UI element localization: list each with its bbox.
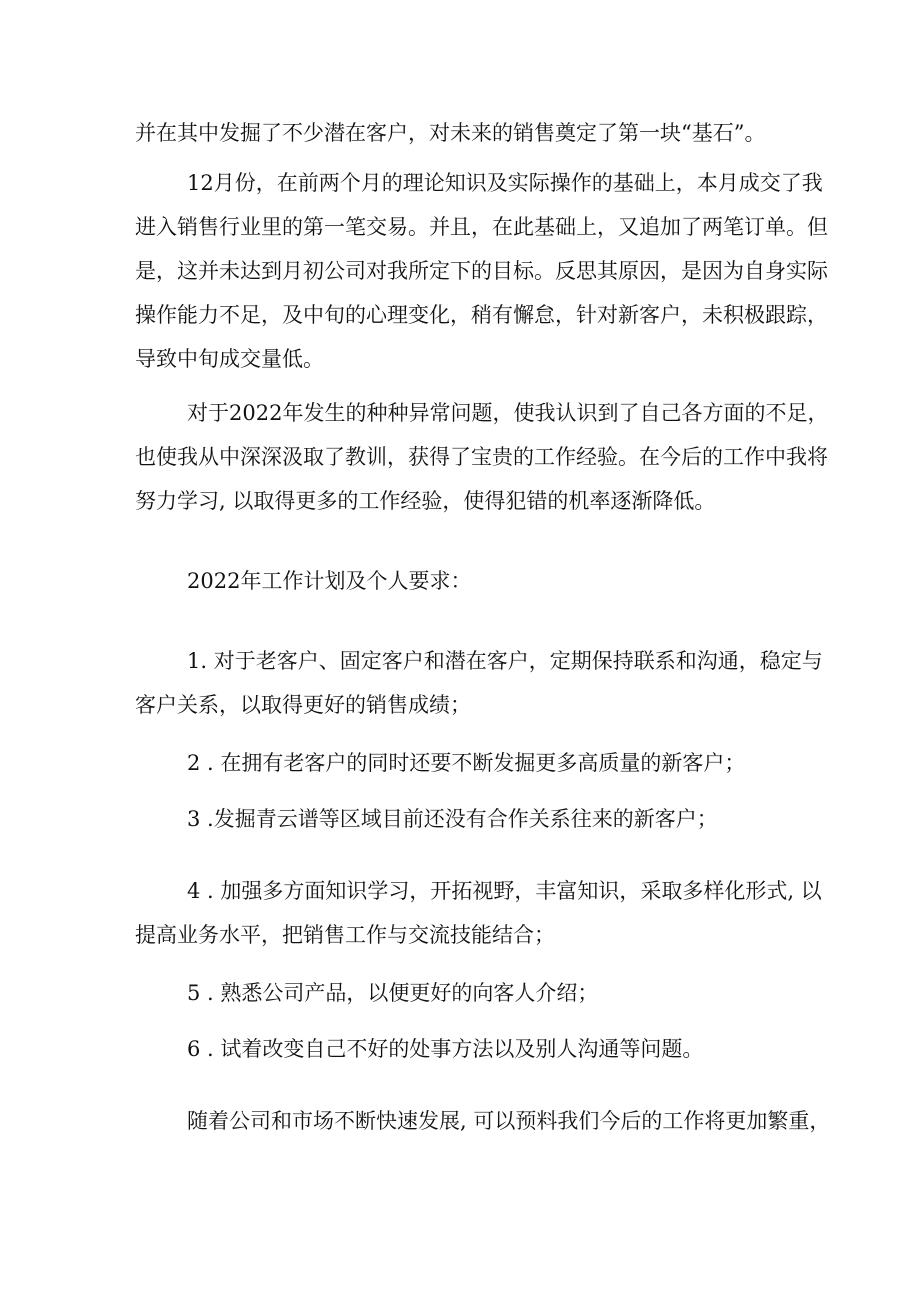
list-item-6: 6 . 试着改变自己不好的处事方法以及别人沟通等问题。 <box>187 1037 704 1061</box>
text-line-2: 12月份，在前两个月的理论知识及实际操作的基础上，本月成交了我 <box>187 171 823 195</box>
text-line-6: 导致中旬成交量低。 <box>135 347 324 371</box>
list-item-2: 2 . 在拥有老客户的同时还要不断发掘更多高质量的新客户； <box>187 751 746 775</box>
plan-heading: 2022年工作计划及个人要求： <box>187 569 472 593</box>
list-item-4-cont: 提高业务水平，把销售工作与交流技能结合； <box>135 923 555 947</box>
text-line-last: 随着公司和市场不断快速发展, 可以预料我们今后的工作将更加繁重， <box>187 1109 831 1133</box>
text-line-4: 是，这并未达到月初公司对我所定下的目标。反思其原因，是因为自身实际 <box>135 259 828 283</box>
text-line-3: 进入销售行业里的第一笔交易。并且，在此基础上，又追加了两笔订单。但 <box>135 215 828 239</box>
text-line-7: 对于2022年发生的种种异常问题，使我认识到了自己各方面的不足， <box>187 401 829 425</box>
text-line-1: 并在其中发掘了不少潜在客户，对未来的销售奠定了第一块“基石”。 <box>135 121 766 145</box>
text-line-8: 也使我从中深深汲取了教训，获得了宝贵的工作经验。在今后的工作中我将 <box>135 445 828 469</box>
text-line-5: 操作能力不足，及中旬的心理变化，稍有懈怠，针对新客户，未积极跟踪， <box>135 303 828 327</box>
list-item-3: 3 .发掘青云谱等区域目前还没有合作关系往来的新客户； <box>187 807 718 831</box>
list-item-1: 1. 对于老客户、固定客户和潜在客户，定期保持联系和沟通，稳定与 <box>187 649 823 673</box>
list-item-4: 4 . 加强多方面知识学习，开拓视野，丰富知识，采取多样化形式, 以 <box>187 879 822 903</box>
list-item-5: 5 . 熟悉公司产品，以便更好的向客人介绍； <box>187 981 599 1005</box>
list-item-1-cont: 客户关系，以取得更好的销售成绩； <box>135 693 471 717</box>
text-line-9: 努力学习, 以取得更多的工作经验，使得犯错的机率逐渐降低。 <box>135 489 716 513</box>
